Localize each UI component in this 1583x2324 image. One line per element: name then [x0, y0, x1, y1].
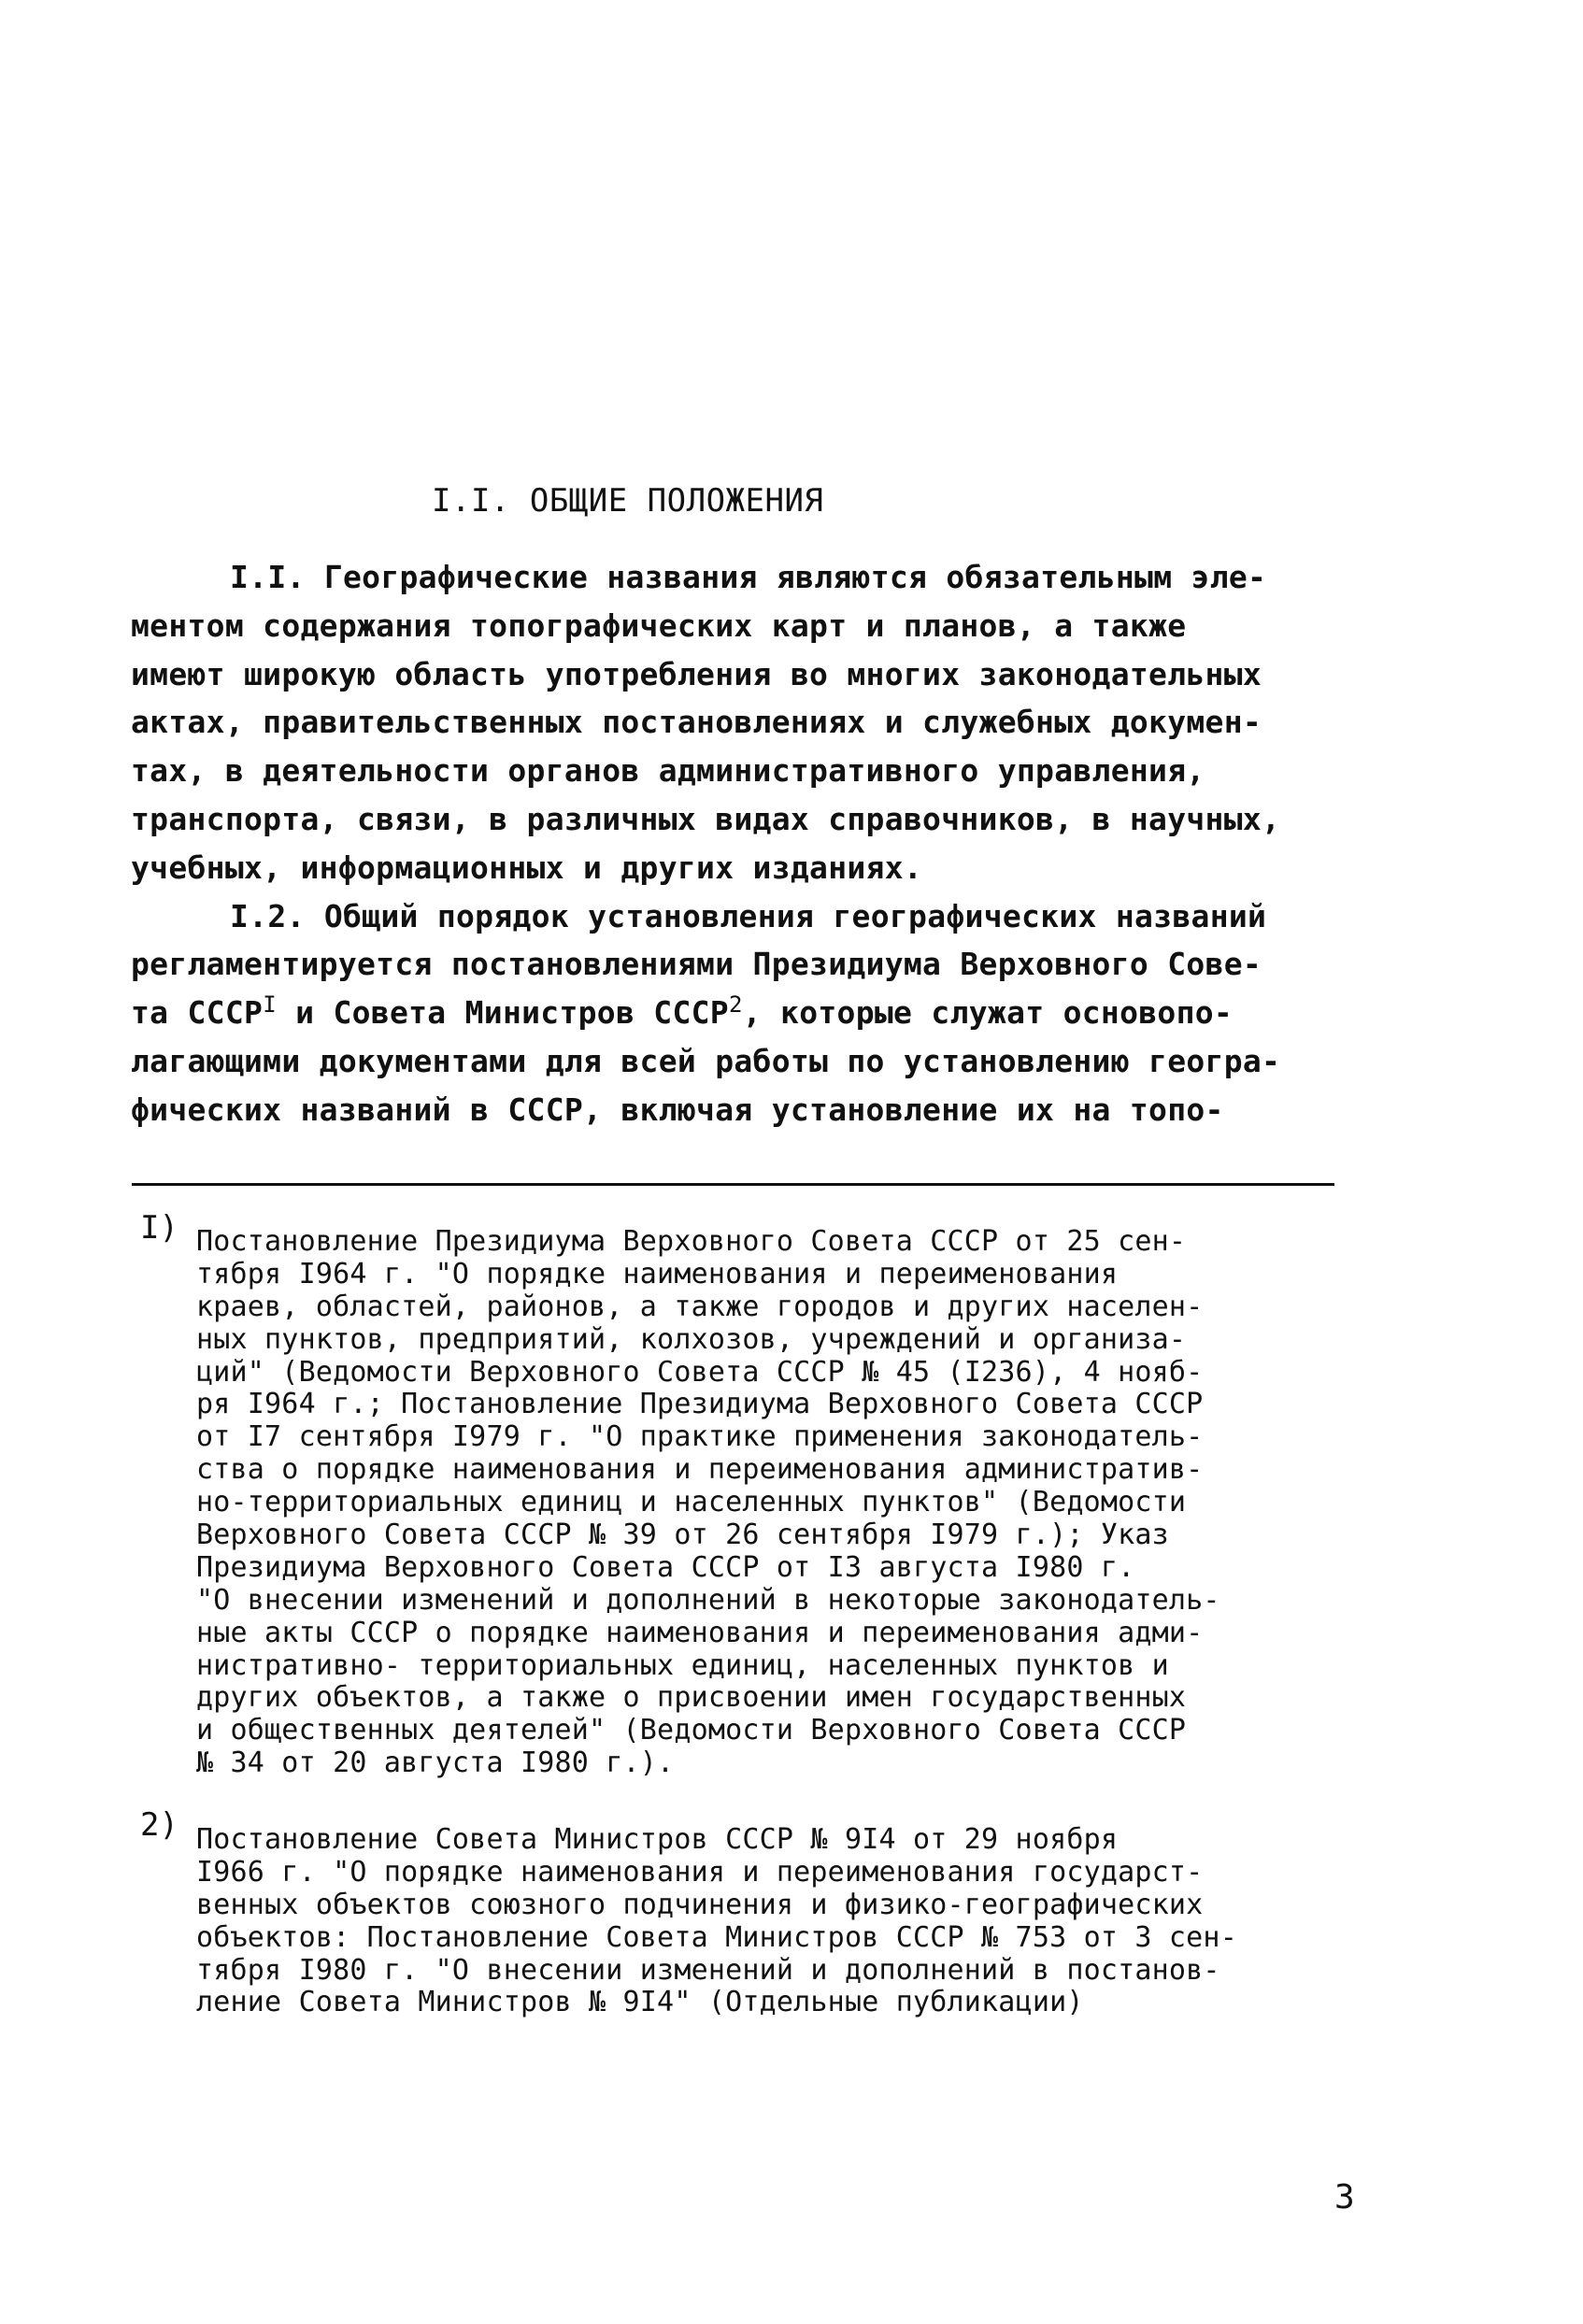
footnote-ref-1: I — [263, 991, 277, 1019]
footnote-line: ря I964 г.; Постановление Президиума Верховного Совета СССР — [196, 1388, 1204, 1421]
footnote-line: объектов: Постановление Совета Министров СССР № 753 от 3 сен- — [196, 1920, 1237, 1954]
footnote-line: и общественных деятелей" (Ведомости Верховного Совета СССР — [196, 1714, 1187, 1747]
body-line: I.I. Географические названия являются обязательным эле- — [230, 559, 1267, 595]
footnote-line: "О внесении изменений и дополнений в некоторые законодатель- — [196, 1583, 1220, 1617]
footnote-marker-2: 2) — [140, 1806, 178, 1844]
footnote-line: от I7 сентября I979 г. "О практике применения законодатель- — [196, 1420, 1204, 1454]
body-line-segment: и Совета Министров СССР — [276, 994, 729, 1032]
footnote-line: тября I964 г. "О порядке наименования и переименования — [196, 1257, 1119, 1290]
body-line-segment: та СССР — [131, 994, 264, 1032]
body-line: учебных, информационных и других изданиях. — [131, 848, 923, 886]
footnote-line: других объектов, а также о присвоении имен государственных — [196, 1681, 1187, 1715]
footnote-line: ных пунктов, предприятий, колхозов, учреждений и организа- — [196, 1322, 1187, 1356]
footnote-line: ление Совета Министров № 9I4" (Отдельные публикации) — [196, 1986, 1084, 2019]
body-line: имеют широкую область употребления во многих законодательных — [131, 655, 1262, 692]
body-line: лагающими документами для всей работы по установлению геогра- — [131, 1042, 1281, 1079]
footnote-1 — [196, 1226, 1411, 1780]
footnote-line: тября I980 г. "О внесении изменений и дополнений в постанов- — [196, 1953, 1220, 1987]
footnote-line: № 34 от 20 августа I980 г.). — [196, 1747, 675, 1780]
body-line-segment: , которые служат основопо- — [742, 994, 1234, 1032]
body-line: регламентируется постановлениями Президиума Верховного Сове- — [131, 946, 1262, 983]
body-line: тах, в деятельности органов административного управления, — [131, 752, 1205, 790]
body-line: транспорта, связи, в различных видах справочников, в научных, — [131, 800, 1281, 837]
footnote-line: I966 г. "О порядке наименования и переименования государст- — [196, 1855, 1204, 1889]
footnote-separator — [132, 1183, 1334, 1186]
footnote-2 — [196, 1824, 1411, 2019]
footnote-line: нистративно- территориальных единиц, населенных пунктов и — [196, 1648, 1169, 1682]
footnote-line: Постановление Президиума Верховного Совета СССР от 25 сен- — [196, 1225, 1187, 1258]
footnote-line: Верховного Совета СССР № 39 от 26 сентября I979 г.); Указ — [196, 1518, 1169, 1552]
body-line: I.2. Общий порядок установления географических названий — [230, 897, 1267, 934]
footnote-line: но-территориальных единиц и населенных пунктов" (Ведомости — [196, 1486, 1187, 1519]
footnote-line: краев, областей, районов, а также городов и других населен- — [196, 1290, 1204, 1323]
section-heading: I.I. ОБЩИЕ ПОЛОЖЕНИЯ — [432, 482, 824, 520]
footnote-ref-2: 2 — [728, 991, 743, 1019]
body-text — [131, 553, 1364, 1134]
footnote-line: ные акты СССР о порядке наименования и переименования адми- — [196, 1616, 1204, 1649]
body-line: ментом содержания топографических карт и планов, а также — [131, 606, 1187, 644]
footnote-marker-1: I) — [140, 1209, 178, 1247]
footnote-line: ций" (Ведомости Верховного Совета СССР № 45 (I236), 4 нояб- — [196, 1355, 1204, 1389]
footnote-line: ства о порядке наименования и переименования административ- — [196, 1453, 1204, 1487]
footnote-line: Постановление Совета Министров СССР № 9I4 от 29 ноября — [196, 1823, 1119, 1856]
footnote-line: Президиума Верховного Совета СССР от I3 августа I980 г. — [196, 1550, 1135, 1584]
body-line-with-refs — [131, 989, 1364, 1037]
footnote-line: венных объектов союзного подчинения и физико-географических — [196, 1888, 1204, 1921]
body-line: актах, правительственных постановлениях и служебных докумен- — [131, 704, 1262, 741]
body-line: фических названий в СССР, включая установление их на топо- — [131, 1091, 1224, 1128]
page-number: 3 — [1334, 2178, 1355, 2217]
